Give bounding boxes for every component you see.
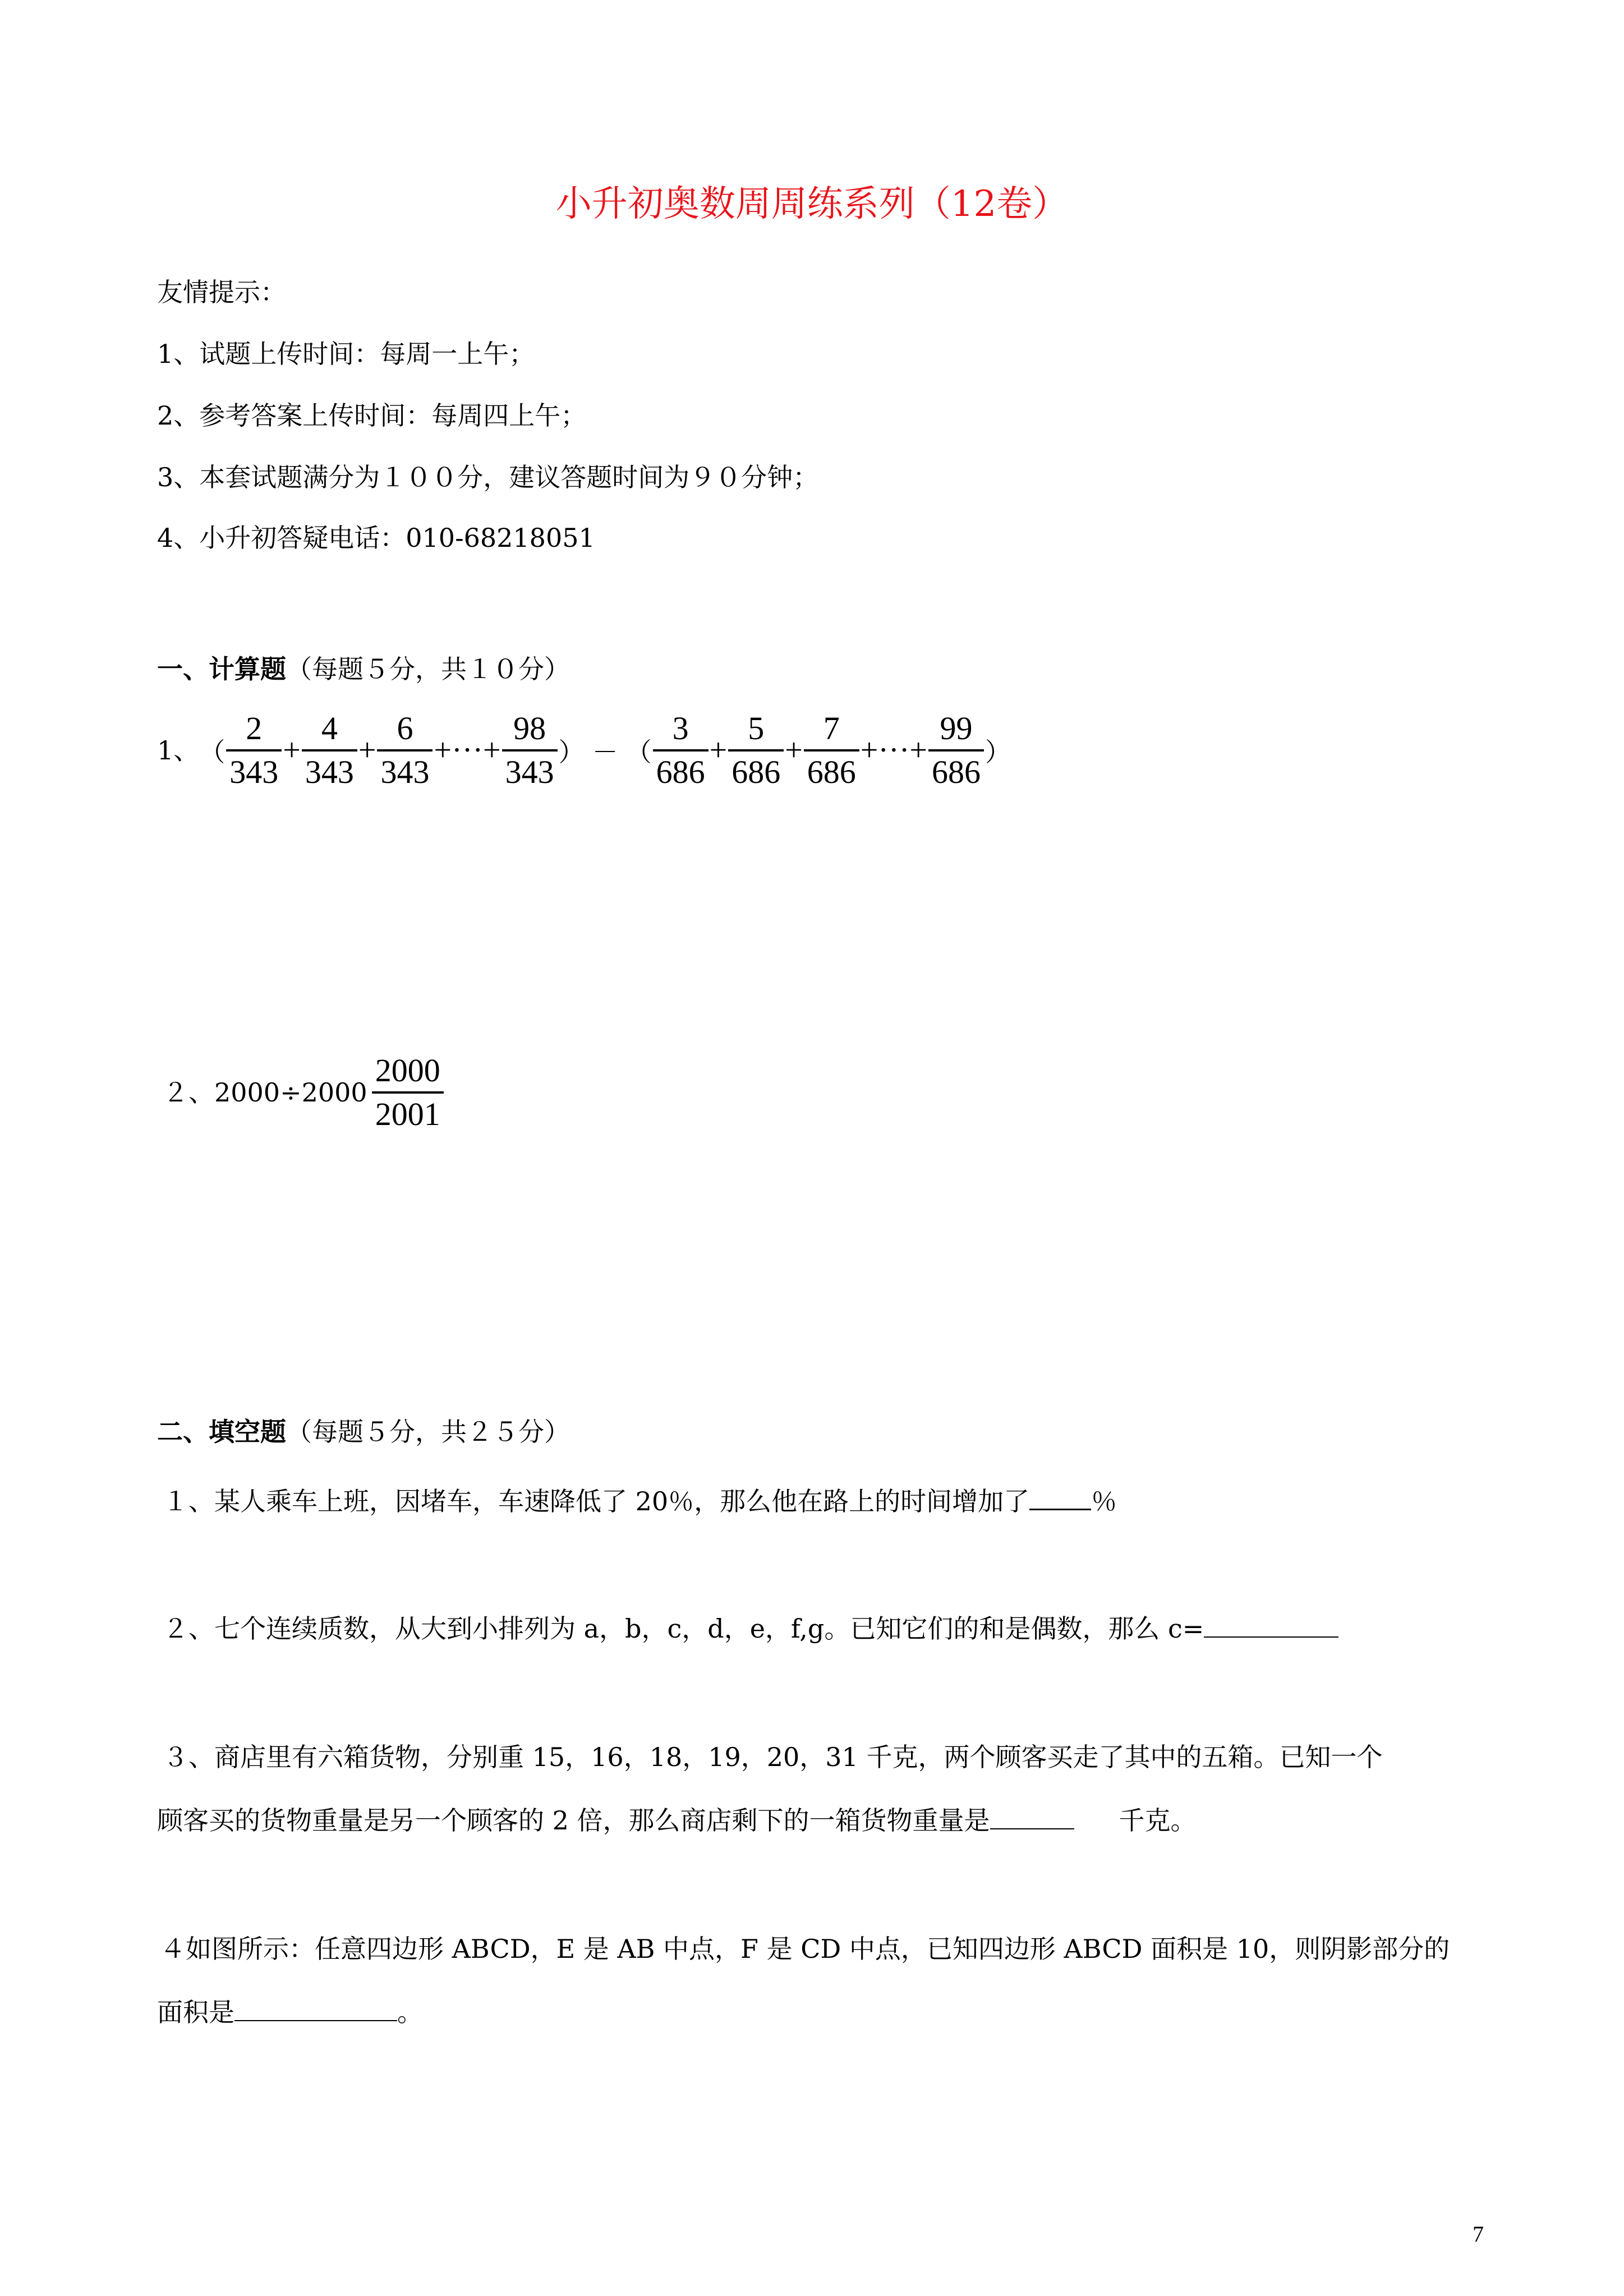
minus-sign: － [592,737,618,767]
ellipsis: ··· [452,733,484,768]
answer-blank[interactable] [990,1806,1074,1829]
question-text: １、某人乘车上班，因堵车，车速降低了 20％，那么他在路上的时间增加了 [163,1486,1030,1516]
answer-blank[interactable] [234,1998,397,2021]
page-number: 7 [1473,2221,1484,2247]
fraction: $\frac{5}{686}$ [728,712,784,789]
tip-item: 4、小升初答疑电话：010-68218051 [157,523,595,553]
fill-question-1 [163,1486,1117,1514]
calc-question-2 [163,1054,445,1131]
section-1-title: 一、计算题 [157,654,286,684]
fraction: $\frac{2000}{2001}$ [372,1054,444,1131]
section-2-note: （每题５分，共２５分） [286,1417,570,1447]
open-paren: （ [625,737,652,767]
ellipsis: ··· [878,733,910,768]
fill-question-4-line-2 [157,1998,423,2025]
section-2-title: 二、填空题 [157,1417,286,1447]
open-paren: （ [199,737,226,767]
close-paren: ） [984,737,1011,767]
plus-sign: + [860,733,878,768]
fill-question-4-line-1: ４如图所示：任意四边形 ABCD，E 是 AB 中点，F 是 CD 中点，已知四边形 ABCD 面积是 10，则阴影部分的 [160,1934,1450,1964]
section-1-heading [157,656,570,682]
fill-question-2 [163,1614,1338,1642]
question-number: 1、 [157,735,200,766]
plus-sign: + [283,733,301,768]
plus-sign: + [358,733,376,768]
punctuation: 。 [397,1997,423,2027]
plus-sign: + [483,733,501,768]
close-paren: ） [558,737,585,767]
question-text: ２、2000÷2000 [163,1077,367,1108]
question-text: 顾客买的货物重量是另一个顾客的 2 倍，那么商店剩下的一箱货物重量是 [157,1805,990,1836]
unit-text: 千克。 [1119,1805,1197,1836]
section-1-note: （每题５分，共１０分） [286,654,570,684]
fraction: $\frac{99}{686}$ [928,712,984,789]
question-text: 面积是 [157,1997,234,2027]
plus-sign: + [434,733,452,768]
fraction: $\frac{4}{343}$ [302,712,357,789]
fill-question-3-line-2 [157,1805,1197,1836]
unit-text: ％ [1091,1486,1117,1516]
answer-blank[interactable] [1204,1614,1338,1638]
question-text: ２、七个连续质数，从大到小排列为 a，b，c，d，e，f,g。已知它们的和是偶数，那么 c= [163,1613,1204,1644]
fraction: $\frac{3}{686}$ [653,712,709,789]
fraction: $\frac{2}{343}$ [226,712,282,789]
tip-item: 2、参考答案上传时间：每周四上午； [157,400,587,431]
fill-question-3-line-1: ３、商店里有六箱货物，分别重 15，16，18，19，20，31 千克，两个顾客买走了其中的五箱。已知一个 [163,1742,1383,1772]
calc-question-1 [157,712,1011,789]
tip-item: 3、本套试题满分为１００分，建议答题时间为９０分钟； [157,462,819,492]
tips-heading: 友情提示： [157,277,286,307]
plus-sign: + [709,733,728,768]
page-title: 小升初奥数周周练系列（12卷） [555,183,1069,225]
section-2-heading [157,1419,570,1445]
fraction: $\frac{6}{343}$ [377,712,433,789]
fraction: $\frac{7}{686}$ [804,712,859,789]
fraction: $\frac{98}{343}$ [502,712,558,789]
tip-item: 1、试题上传时间：每周一上午； [157,339,535,369]
plus-sign: + [785,733,803,768]
plus-sign: + [909,733,927,768]
answer-blank[interactable] [1029,1486,1091,1510]
